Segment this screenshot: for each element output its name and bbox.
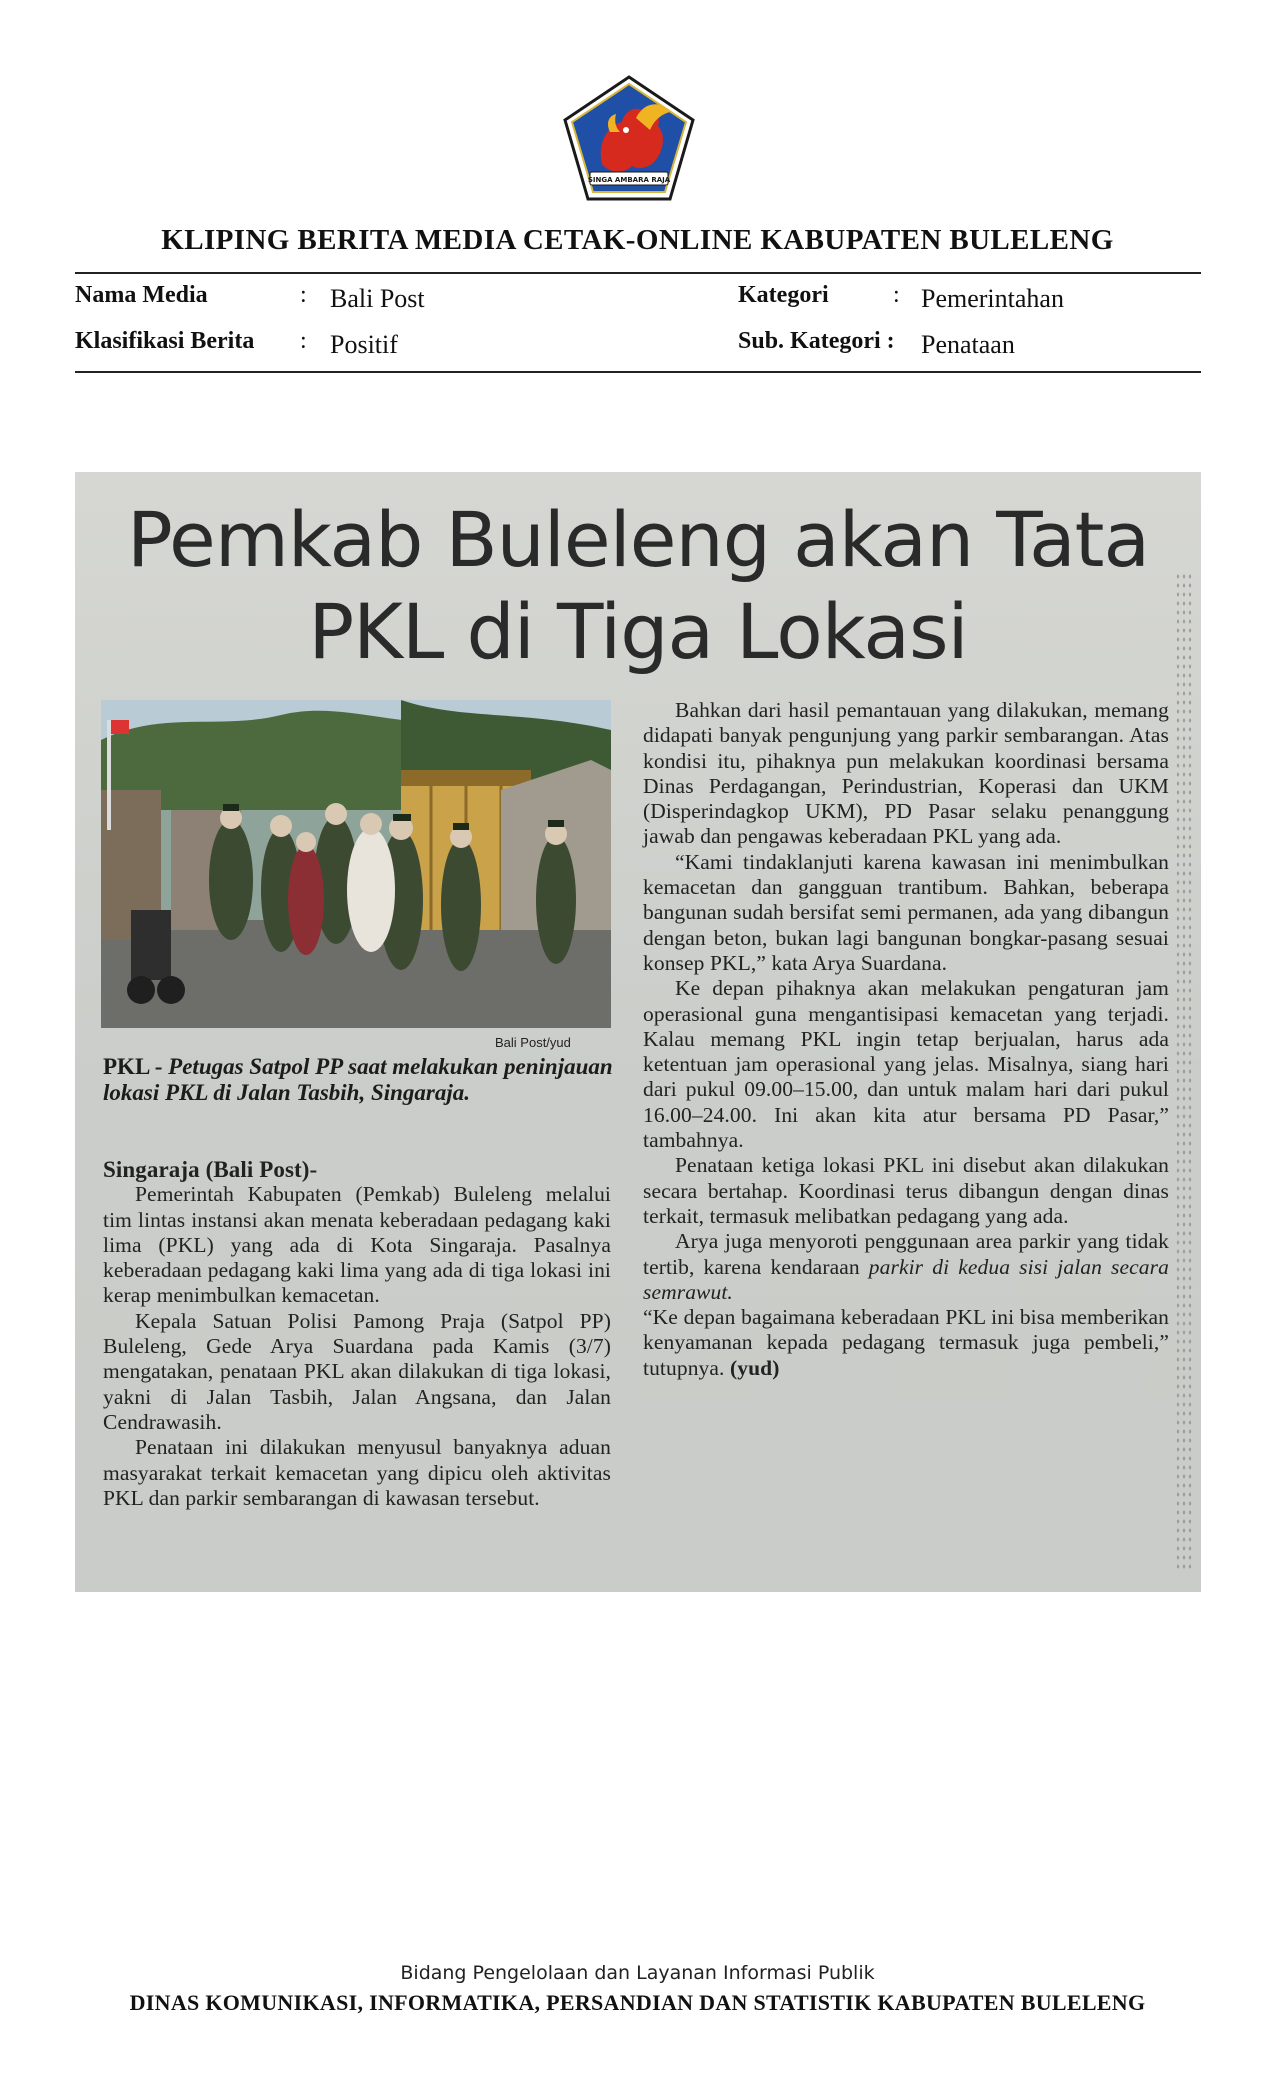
sub-kategori-label: Sub. Kategori : <box>738 328 895 354</box>
buleleng-logo <box>562 74 696 202</box>
document-title: KLIPING BERITA MEDIA CETAK-ONLINE KABUPATEN BULELENG <box>161 224 1114 256</box>
klasifikasi-label: Klasifikasi Berita <box>75 328 255 354</box>
colon: : <box>893 282 900 308</box>
paragraph <box>643 1305 1169 1381</box>
caption-text: Petugas Satpol PP saat melakukan peninjauan lokasi PKL di Jalan Tasbih, Singaraja. <box>103 1054 613 1105</box>
headline-line-1: Pemkab Buleleng akan Tata <box>126 495 1150 584</box>
article-left-column <box>103 1157 611 1511</box>
article-photo <box>101 700 611 1028</box>
closing-quote: “Ke depan bagaimana keberadaan PKL ini bisa memberikan kenyamanan kepada pedagang termasuk juga pembeli,” tutupnya. <box>643 1305 1169 1380</box>
kategori-label: Kategori <box>738 282 829 308</box>
caption-lead: PKL - <box>103 1054 169 1079</box>
paragraph: Bahkan dari hasil pemantauan yang dilakukan, memang didapati banyak pengunjung yang parkir sembarangan. Atas kondisi itu, pihaknya pun melakukan koordinasi bersama Dinas Perdagangan, Perindustrian, Koperasi dan UKM (Disperindagkop UKM), PD Pasar selaku penanggung jawab dan pengawas keberadaan PKL yang ada. <box>643 698 1169 849</box>
news-clipping <box>75 472 1201 1592</box>
paragraph: Kepala Satuan Polisi Pamong Praja (Satpol PP) Buleleng, Gede Arya Suardana pada Kamis (3/7) mengatakan, penataan PKL akan dilakukan di tiga lokasi, yakni di Jalan Tasbih, Jalan Angsana, dan Jalan Cendrawasih. <box>103 1308 611 1434</box>
article-right-column <box>643 698 1169 1381</box>
paragraph <box>643 1229 1169 1305</box>
nama-media-label: Nama Media <box>75 282 208 308</box>
paragraph: “Kami tindaklanjuti karena kawasan ini menimbulkan kemacetan dan gangguan trantibum. Bahkan, beberapa bangunan sudah bersifat semi permanen, ada yang dibangun dengan beton, bukan lagi bangunan bongkar-pasang sesuai konsep PKL,” kata Arya Suardana. <box>643 849 1169 975</box>
paragraph: Penataan ini dilakukan menyusul banyaknya aduan masyarakat terkait kemacetan yang dipicu oleh aktivitas PKL dan parkir sembarangan di kawasan tersebut. <box>103 1435 611 1510</box>
author-signature: (yud) <box>730 1355 780 1380</box>
nama-media-value: Bali Post <box>330 284 425 313</box>
footer-department: Bidang Pengelolaan dan Layanan Informasi Publik <box>400 1962 875 1984</box>
svg-text:SINGA AMBARA RAJA: SINGA AMBARA RAJA <box>587 176 671 184</box>
paragraph: Ke depan pihaknya akan melakukan pengaturan jam operasional guna mengantisipasi kemacetan yang terjadi. Kalau memang PKL ingin tetap berjualan, harus ada ketentuan jam operasional yang jelas. Misalnya, siang hari dari pukul 09.00–15.00, dan untuk malam hari dari pukul 16.00–24.00. Ini akan kita atur bersama PD Pasar,” tambahnya. <box>643 976 1169 1153</box>
colon: : <box>300 282 307 308</box>
paragraph-part: parkir di kedua sisi jalan secara semrawut. <box>643 1254 1169 1304</box>
kategori-value: Pemerintahan <box>921 284 1064 313</box>
colon: : <box>300 328 307 354</box>
paragraph: Pemerintah Kabupaten (Pemkab) Buleleng melalui tim lintas instansi akan menata keberadaan pedagang kaki lima (PKL) yang ada di Kota Singaraja. Pasalnya keberadaan pedagang kaki lima yang ada di tiga lokasi ini kerap menimbulkan kemacetan. <box>103 1182 611 1308</box>
divider-top <box>75 272 1201 274</box>
headline-line-2: PKL di Tiga Lokasi <box>308 587 968 676</box>
dateline: Singaraja (Bali Post)- <box>103 1157 318 1182</box>
footer-agency: DINAS KOMUNIKASI, INFORMATIKA, PERSANDIAN DAN STATISTIK KABUPATEN BULELENG <box>129 1990 1146 2015</box>
divider-bottom <box>75 371 1201 373</box>
sub-kategori-value: Penataan <box>921 330 1015 359</box>
klasifikasi-value: Positif <box>330 330 398 359</box>
article-headline <box>75 494 1201 678</box>
photo-credit: Bali Post/yud <box>495 1035 571 1050</box>
paragraph: Penataan ketiga lokasi PKL ini disebut akan dilakukan secara bertahap. Koordinasi terus dibangun dengan dinas terkait, termasuk melibatkan pedagang yang ada. <box>643 1153 1169 1228</box>
paragraph-part: Arya juga menyoroti penggunaan area parkir yang tidak tertib, karena kendaraan <box>643 1229 1169 1279</box>
photo-caption <box>103 1054 613 1106</box>
paper-texture <box>1175 572 1195 1572</box>
